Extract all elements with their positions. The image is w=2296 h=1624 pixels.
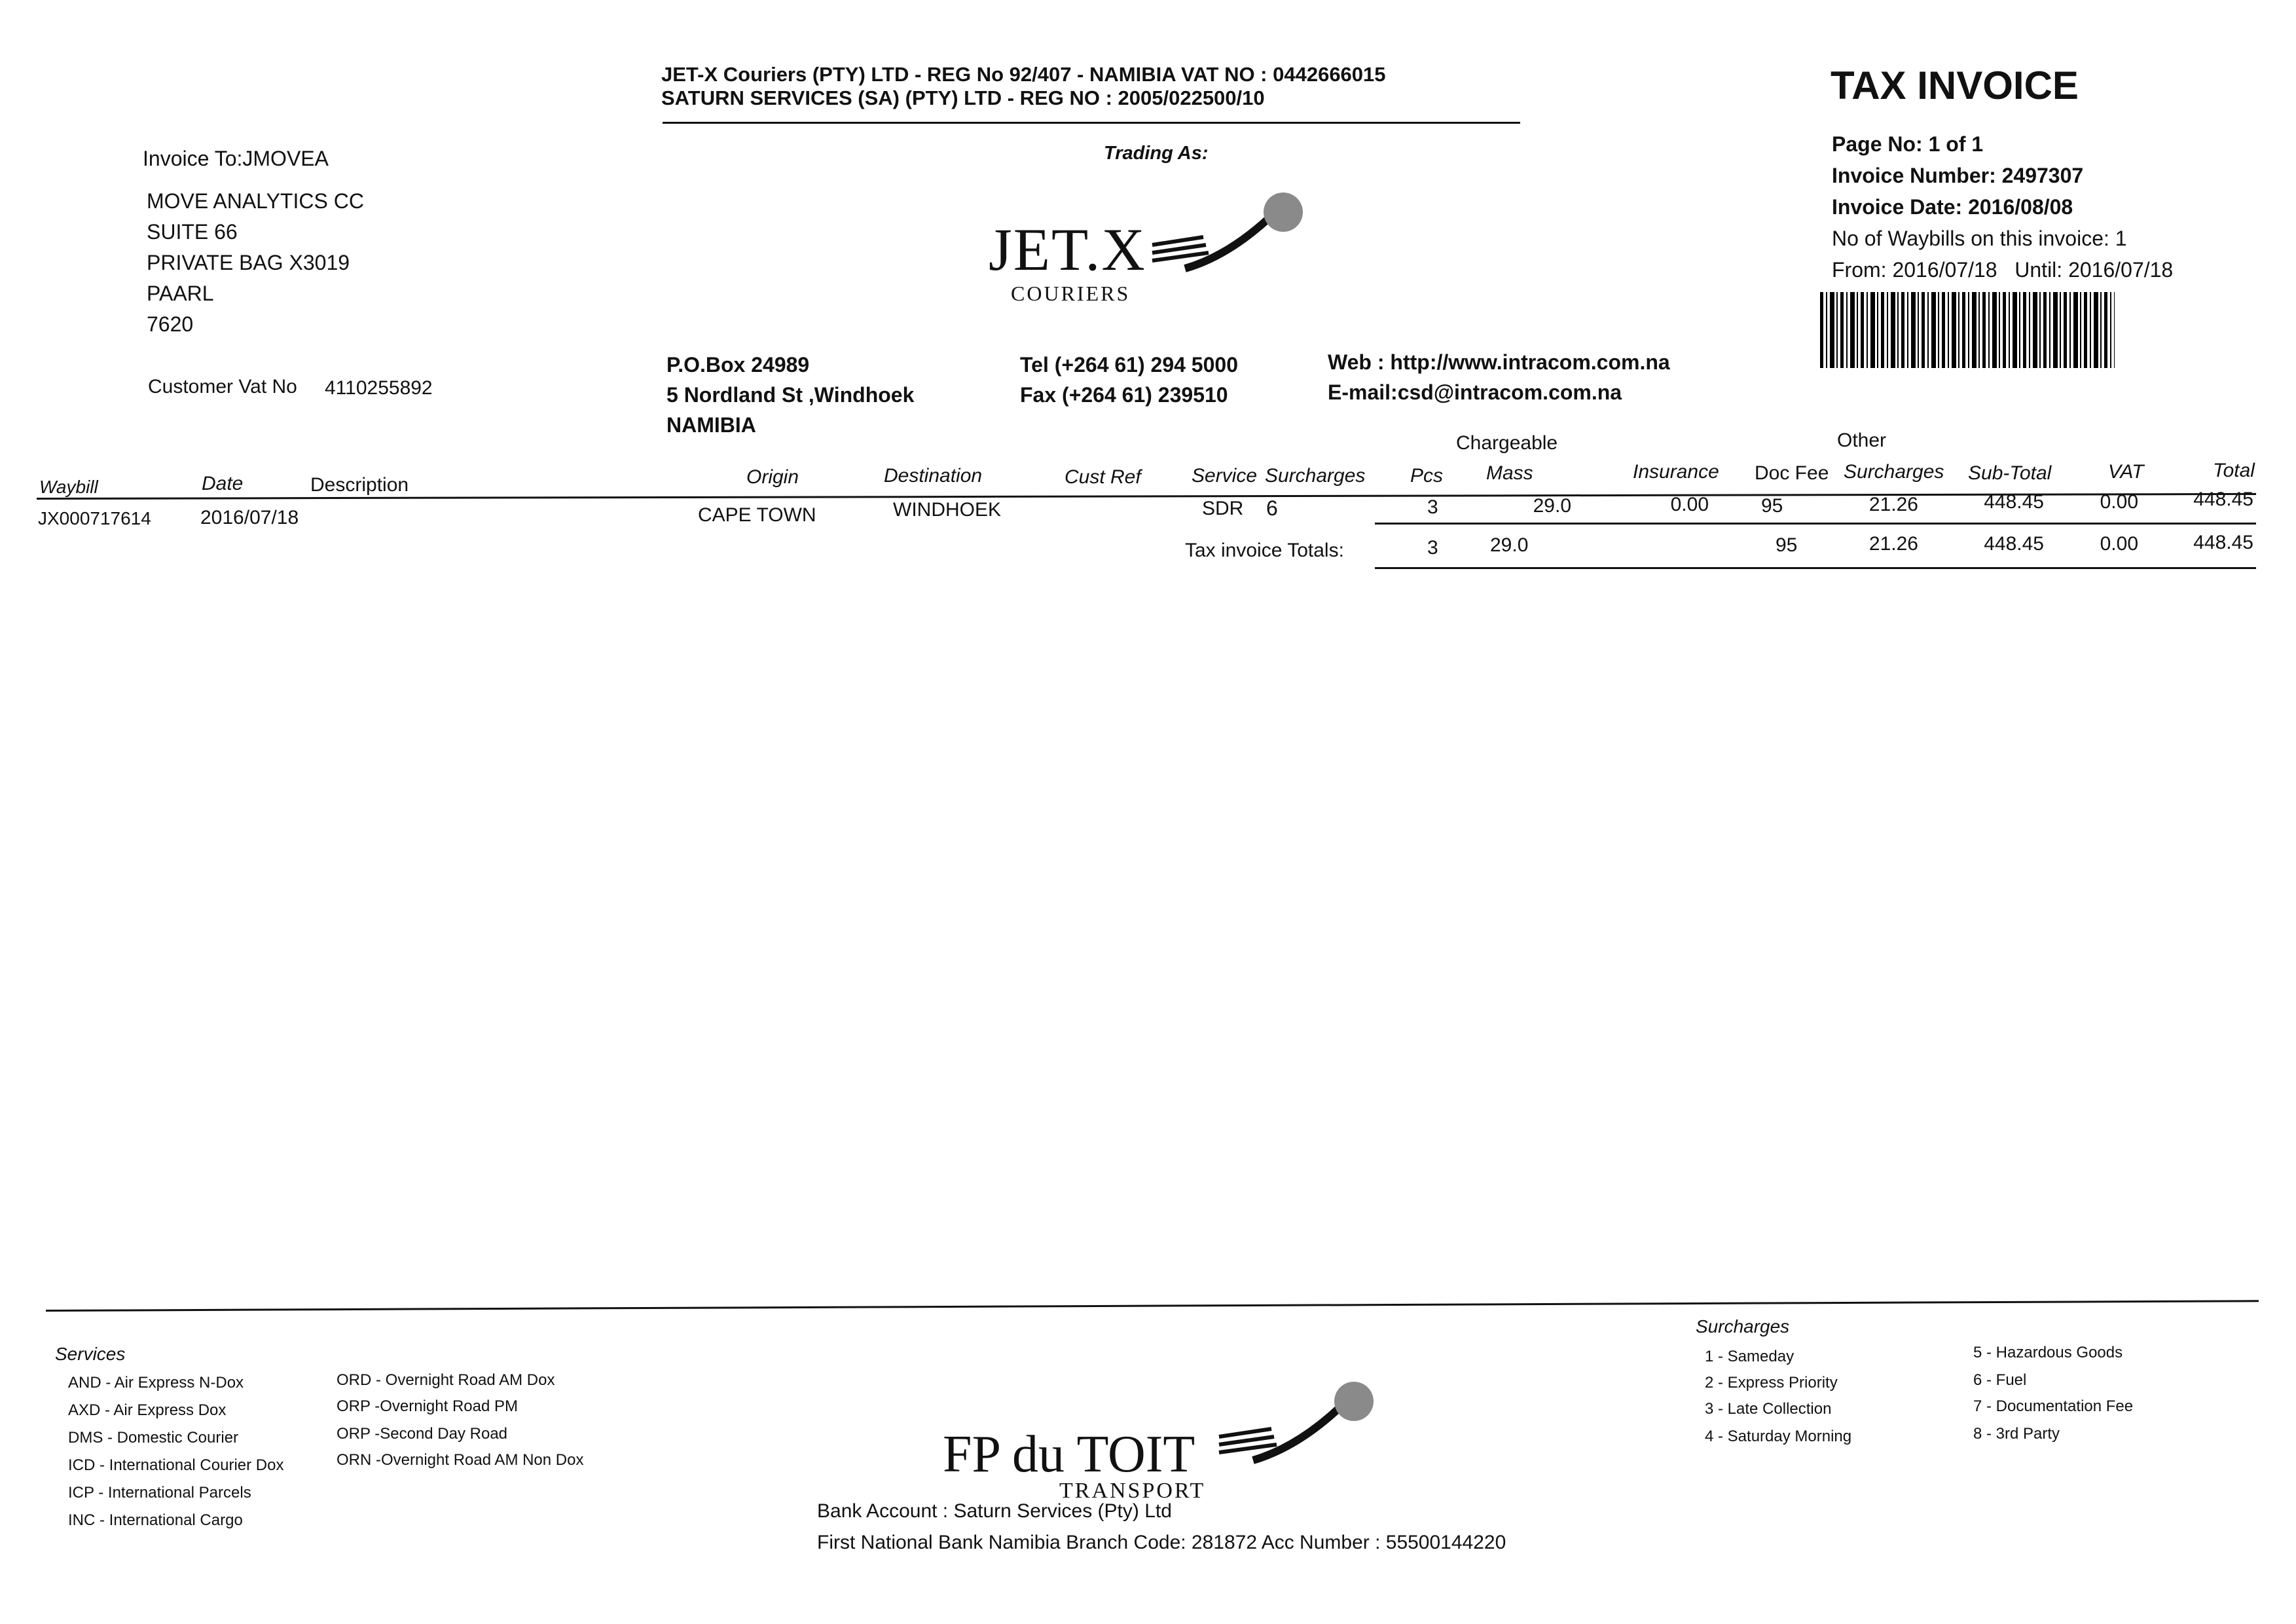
invoice-info bbox=[1832, 128, 2173, 286]
cell-waybill: JX000717614 bbox=[38, 508, 151, 528]
jetx-logo bbox=[989, 185, 1316, 316]
company-phone bbox=[1020, 350, 1238, 410]
surcharge-item: 3 - Late Collection bbox=[1705, 1400, 1832, 1418]
street-address: 5 Nordland St ,Windhoek bbox=[666, 383, 915, 407]
totals-label: Tax invoice Totals: bbox=[1185, 540, 1344, 561]
cell-pcs: 3 bbox=[1427, 496, 1438, 518]
customer-address-line: SUITE 66 bbox=[147, 220, 238, 244]
col-header-vat: VAT bbox=[2108, 461, 2144, 483]
service-item: ORP -Overnight Road PM bbox=[337, 1397, 518, 1415]
fpdutoit-logo-ball-icon bbox=[1334, 1382, 1374, 1421]
cell-other-surcharges: 21.26 bbox=[1868, 494, 1918, 515]
jetx-logo-text: JET.X bbox=[989, 216, 1146, 283]
surcharge-item: 2 - Express Priority bbox=[1705, 1374, 1838, 1392]
fpdutoit-logo-subtext: TRANSPORT bbox=[1059, 1479, 1206, 1503]
cell-destination: WINDHOEK bbox=[893, 499, 1001, 521]
service-item: ICP - International Parcels bbox=[68, 1484, 251, 1502]
col-header-origin: Origin bbox=[746, 466, 799, 488]
total-other-surcharges: 21.26 bbox=[1868, 533, 1918, 555]
company-line-2: SATURN SERVICES (SA) (PTY) LTD - REG NO : 2005/022500/10 bbox=[661, 86, 1265, 109]
cell-surcharges: 6 bbox=[1266, 496, 1278, 520]
customer-code: JMOVEA bbox=[242, 147, 329, 170]
total-mass: 29.0 bbox=[1490, 534, 1529, 556]
document-title: TAX INVOICE bbox=[1831, 64, 2079, 107]
period-until: Until: 2016/07/18 bbox=[2014, 258, 2174, 282]
surcharges-legend-title: Surcharges bbox=[1696, 1316, 1790, 1337]
fpdutoit-logo-text: FP du TOIT bbox=[943, 1426, 1195, 1483]
col-header-doc-fee: Doc Fee bbox=[1755, 462, 1829, 484]
company-registration bbox=[661, 63, 1386, 110]
surcharge-item: 5 - Hazardous Goods bbox=[1973, 1344, 2123, 1361]
totals-top-rule bbox=[1375, 523, 2256, 525]
jetx-swoosh-icon bbox=[1146, 185, 1316, 276]
website-link[interactable]: Web : http://www.intracom.com.na bbox=[1328, 350, 1670, 374]
col-header-waybill: Waybill bbox=[39, 477, 98, 497]
col-header-service: Service bbox=[1192, 465, 1258, 487]
invoice-date-label: Invoice Date: bbox=[1832, 195, 1963, 219]
country: NAMIBIA bbox=[666, 413, 756, 437]
bank-details bbox=[817, 1496, 1506, 1559]
surcharge-item: 6 - Fuel bbox=[1973, 1371, 2027, 1389]
jetx-logo-ball-icon bbox=[1264, 193, 1303, 232]
cell-subtotal: 448.45 bbox=[1984, 491, 2044, 513]
total-subtotal: 448.45 bbox=[1984, 533, 2044, 555]
cell-date: 2016/07/18 bbox=[200, 507, 299, 528]
invoice-to bbox=[143, 147, 329, 171]
surcharge-item: 8 - 3rd Party bbox=[1973, 1425, 2060, 1443]
jetx-logo-subtext: COURIERS bbox=[1011, 282, 1131, 305]
col-header-cust-ref: Cust Ref bbox=[1065, 466, 1141, 488]
col-header-date: Date bbox=[202, 473, 244, 494]
period-from: From: 2016/07/18 bbox=[1832, 258, 1997, 282]
cell-mass: 29.0 bbox=[1533, 495, 1571, 517]
fax: Fax (+264 61) 239510 bbox=[1020, 383, 1228, 407]
customer-address-line: PRIVATE BAG X3019 bbox=[147, 251, 350, 274]
cell-vat: 0.00 bbox=[2100, 491, 2138, 513]
company-line-1: JET-X Couriers (PTY) LTD - REG No 92/407 - NAMIBIA VAT NO : 0442666015 bbox=[661, 63, 1386, 86]
totals-bottom-rule bbox=[1375, 567, 2256, 569]
col-header-other-surcharges: Surcharges bbox=[1844, 461, 1944, 483]
col-header-destination: Destination bbox=[884, 465, 983, 487]
surcharge-item: 4 - Saturday Morning bbox=[1705, 1428, 1852, 1445]
invoice-to-label: Invoice To: bbox=[143, 147, 243, 170]
trading-as-label: Trading As: bbox=[1104, 143, 1209, 164]
col-header-chargeable: Chargeable bbox=[1456, 432, 1558, 454]
col-header-description: Description bbox=[310, 474, 409, 496]
email-link[interactable]: E-mail:csd@intracom.com.na bbox=[1328, 380, 1622, 404]
service-item: AXD - Air Express Dox bbox=[68, 1401, 227, 1419]
service-item: ORP -Second Day Road bbox=[337, 1425, 508, 1443]
services-title: Services bbox=[55, 1344, 126, 1364]
service-item: ICD - International Courier Dox bbox=[68, 1456, 284, 1474]
col-header-total: Total bbox=[2213, 460, 2255, 481]
customer-address bbox=[147, 186, 364, 340]
page-number: Page No: 1 of 1 bbox=[1832, 132, 1984, 156]
invoice-number: 2497307 bbox=[2001, 164, 2084, 187]
invoice-number-label: Invoice Number: bbox=[1832, 164, 1996, 187]
cell-insurance: 0.00 bbox=[1670, 494, 1709, 515]
bank-account: Bank Account : Saturn Services (Pty) Ltd bbox=[817, 1500, 1172, 1522]
total-pcs: 3 bbox=[1427, 537, 1438, 559]
company-web bbox=[1328, 347, 1670, 407]
col-header-insurance: Insurance bbox=[1633, 461, 1719, 483]
col-header-subtotal: Sub-Total bbox=[1968, 462, 2052, 484]
total-total: 448.45 bbox=[2193, 532, 2253, 553]
footer-rule bbox=[46, 1300, 2259, 1312]
header-rule bbox=[663, 122, 1520, 124]
col-header-mass: Mass bbox=[1486, 462, 1533, 484]
service-item: AND - Air Express N-Dox bbox=[68, 1374, 244, 1392]
barcode bbox=[1820, 292, 2115, 368]
customer-vat-label: Customer Vat No bbox=[148, 376, 297, 397]
total-doc-fee: 95 bbox=[1776, 534, 1798, 556]
telephone: Tel (+264 61) 294 5000 bbox=[1020, 353, 1238, 377]
service-item: INC - International Cargo bbox=[68, 1511, 243, 1529]
company-address bbox=[666, 350, 914, 440]
po-box: P.O.Box 24989 bbox=[666, 353, 810, 377]
surcharge-item: 7 - Documentation Fee bbox=[1973, 1397, 2134, 1415]
bank-branch-account: First National Bank Namibia Branch Code: 281872 Acc Number : 55500144220 bbox=[817, 1532, 1506, 1553]
service-item: ORD - Overnight Road AM Dox bbox=[337, 1371, 555, 1389]
service-item: ORN -Overnight Road AM Non Dox bbox=[337, 1451, 584, 1469]
service-item: DMS - Domestic Courier bbox=[68, 1429, 239, 1447]
cell-total: 448.45 bbox=[2193, 489, 2253, 510]
total-vat: 0.00 bbox=[2100, 533, 2138, 555]
surcharge-item: 1 - Sameday bbox=[1705, 1348, 1795, 1365]
customer-address-line: 7620 bbox=[147, 312, 194, 336]
customer-vat-number: 4110255892 bbox=[325, 377, 433, 399]
col-header-other: Other bbox=[1837, 430, 1887, 451]
col-header-pcs: Pcs bbox=[1410, 465, 1444, 487]
invoice-date: 2016/08/08 bbox=[1968, 195, 2073, 219]
waybill-count: No of Waybills on this invoice: 1 bbox=[1832, 227, 2127, 250]
fpdutoit-swoosh-icon bbox=[1216, 1369, 1387, 1467]
col-header-surcharges: Surcharges bbox=[1265, 465, 1366, 487]
fpdutoit-logo bbox=[943, 1369, 1388, 1513]
cell-doc-fee: 95 bbox=[1761, 495, 1783, 517]
cell-origin: CAPE TOWN bbox=[698, 504, 816, 526]
customer-name: MOVE ANALYTICS CC bbox=[147, 189, 364, 213]
cell-service: SDR bbox=[1202, 498, 1244, 519]
customer-address-line: PAARL bbox=[147, 282, 214, 305]
